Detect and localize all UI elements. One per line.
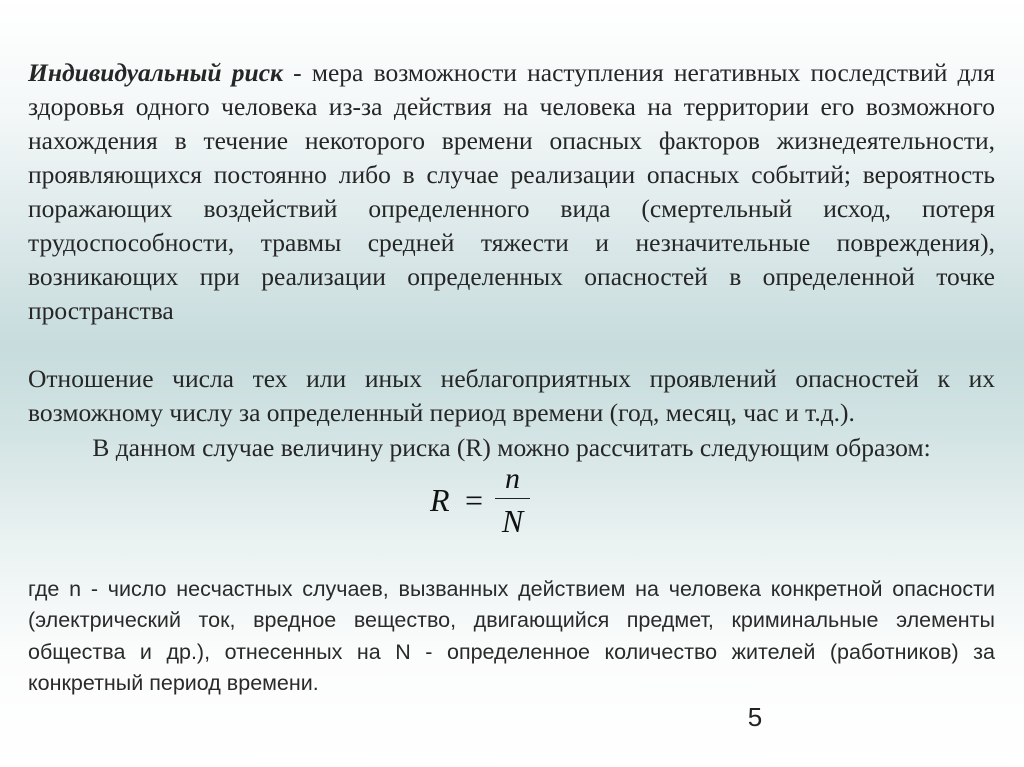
formula-fraction <box>495 462 530 539</box>
formula-denominator: N <box>501 503 524 539</box>
risk-formula <box>430 462 540 542</box>
definition-paragraph <box>28 56 995 328</box>
page-number: 5 <box>747 702 763 732</box>
definition-text: - мера возможности наступления негативных последствий для здоровья одного человека из-за действия на человека на территории его возможного нахождения в течение некоторого времени опасных факторов жизнедеятельности, проявляющихся постоянно либо в случае реализации опасных событий; вероятность поражающих воздействий определенного вида (смертельный исход, потеря трудоспособности, травмы средней тяжести и незначительные повреждения), возникающих при реализации определенных опасностей в определенной точке пространства <box>28 57 995 325</box>
calculation-intro: В данном случае величину риска (R) можно рассчитать следующим образом: <box>92 432 931 462</box>
formula-lhs: R <box>430 482 450 518</box>
definition-term: Индивидуальный риск <box>28 57 283 87</box>
ratio-paragraph: Отношение числа тех или иных неблагоприятных проявлений опасностей к их возможному числу за определенный период времени (год, месяц, час и т.д.). <box>28 363 995 427</box>
fraction-bar <box>495 498 530 499</box>
formula-equals: = <box>465 482 484 518</box>
formula-explanation: где n - число несчастных случаев, вызванных действием на человека конкретной опасности (электрический ток, вредное вещество, двигающийся предмет, криминальные элементы общества и др.), отнесенных на N - определенное количество жителей (работников) за конкретный период времени. <box>28 576 995 695</box>
formula-numerator: n <box>505 462 520 495</box>
